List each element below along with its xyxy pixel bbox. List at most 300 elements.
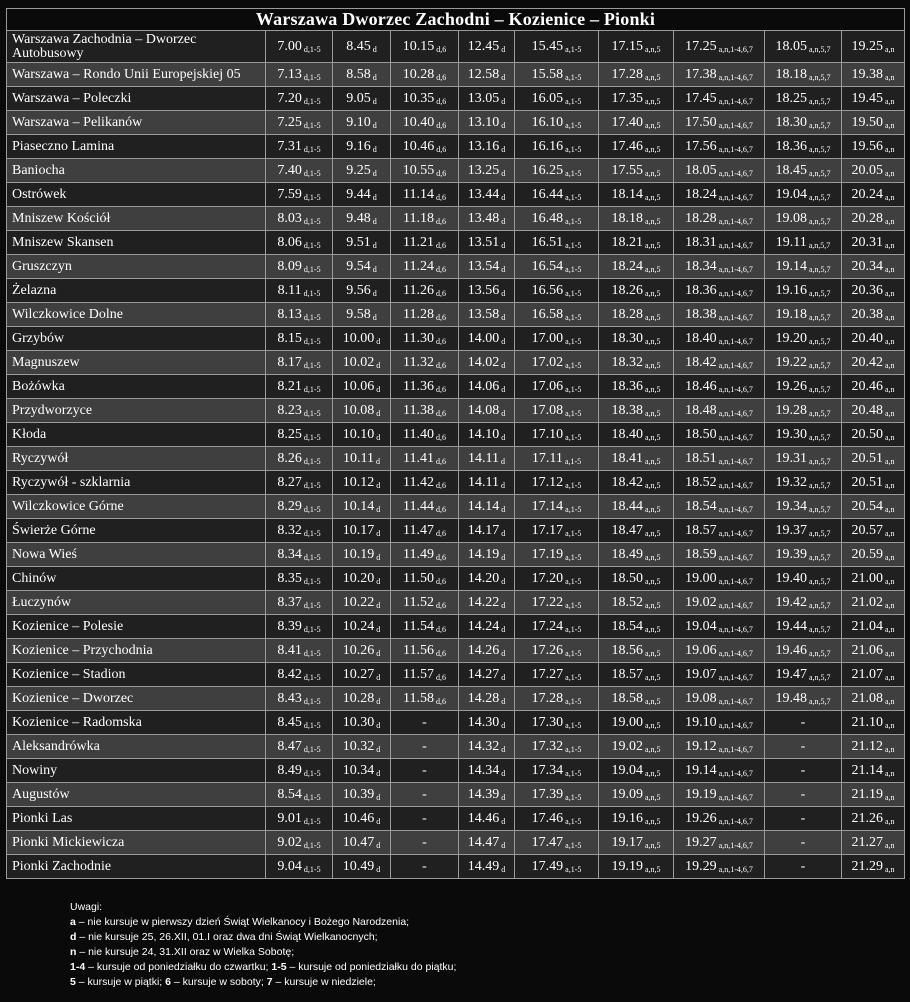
service-code: a,n: [884, 264, 895, 274]
departure-cell: [391, 375, 459, 399]
stop-name: Mniszew Kościół: [7, 207, 266, 231]
departure-time: 14.06: [467, 378, 500, 394]
departure-cell: [459, 111, 515, 135]
service-code: d,1-5: [303, 720, 321, 730]
stop-name: Nowiny: [7, 759, 266, 783]
service-code: a,n,1-4,6,7: [718, 744, 753, 754]
service-code: d: [501, 384, 506, 394]
departure-time: -: [800, 810, 806, 826]
departure-cell: [515, 711, 599, 735]
departure-cell: [842, 663, 905, 687]
departure-cell: [765, 615, 842, 639]
departure-cell: [333, 735, 391, 759]
departure-cell: [391, 759, 459, 783]
service-code: a,n,5: [644, 720, 661, 730]
departure-cell: [599, 807, 674, 831]
table-row: [7, 31, 905, 63]
stop-name: Gruszczyn: [7, 255, 266, 279]
departure-time: 21.06: [851, 642, 883, 658]
departure-time: 14.11: [468, 450, 499, 466]
departure-cell: [674, 519, 765, 543]
departure-cell: [266, 31, 333, 63]
stop-name: Piaseczno Lamina: [7, 135, 266, 159]
departure-time: 18.58: [611, 690, 643, 706]
service-code: a,1-5: [565, 840, 582, 850]
table-row: [7, 855, 905, 879]
departure-time: 17.15: [611, 38, 643, 54]
service-code: d,1-5: [303, 312, 321, 322]
service-code: d,6: [435, 600, 446, 610]
departure-cell: [391, 351, 459, 375]
service-code: a,n: [884, 816, 895, 826]
departure-time: 9.58: [346, 306, 371, 322]
departure-cell: [765, 87, 842, 111]
service-code: d: [501, 672, 506, 682]
service-code: a,n,5: [644, 240, 661, 250]
departure-time: 18.18: [611, 210, 643, 226]
departure-time: -: [422, 810, 427, 826]
departure-time: 10.49: [342, 858, 375, 874]
service-code: a,1-5: [565, 312, 582, 322]
departure-cell: [333, 135, 391, 159]
note-key: d: [70, 931, 77, 943]
service-code: d: [376, 720, 381, 730]
note-key: n: [70, 946, 77, 958]
departure-cell: [266, 543, 333, 567]
stop-name: Mniszew Skansen: [7, 231, 266, 255]
departure-cell: [515, 279, 599, 303]
note-line: [70, 915, 456, 930]
service-code: d: [376, 672, 381, 682]
service-code: a,1-5: [565, 552, 582, 562]
departure-cell: [515, 639, 599, 663]
departure-time: 19.34: [775, 498, 807, 514]
departure-time: 16.25: [531, 162, 564, 178]
departure-cell: [842, 639, 905, 663]
departure-cell: [515, 687, 599, 711]
service-code: a,1-5: [565, 432, 582, 442]
departure-cell: [599, 351, 674, 375]
service-code: d: [501, 288, 506, 298]
departure-cell: [674, 663, 765, 687]
service-code: a,n,1-4,6,7: [718, 408, 753, 418]
service-code: a,n,1-4,6,7: [718, 456, 753, 466]
departure-cell: [391, 639, 459, 663]
departure-time: 19.02: [611, 738, 643, 754]
departure-cell: [599, 447, 674, 471]
departure-cell: [391, 183, 459, 207]
departure-time: 10.11: [343, 450, 374, 466]
service-code: a,n: [884, 624, 895, 634]
service-code: d,6: [435, 312, 446, 322]
table-row: [7, 303, 905, 327]
note-text: – kursuje od poniedziałku do czwartku;: [85, 961, 272, 973]
departure-cell: [391, 591, 459, 615]
departure-time: 19.08: [775, 210, 807, 226]
departure-time: 19.37: [775, 522, 807, 538]
departure-time: 21.12: [851, 738, 883, 754]
departure-cell: [599, 735, 674, 759]
departure-cell: [599, 639, 674, 663]
departure-cell: [391, 543, 459, 567]
stop-name: Pionki Las: [7, 807, 266, 831]
departure-cell: [765, 735, 842, 759]
stop-name: Kozienice – Dworzec: [7, 687, 266, 711]
departure-time: 14.34: [467, 762, 500, 778]
departure-time: 7.20: [277, 90, 302, 106]
departure-time: 21.14: [851, 762, 883, 778]
departure-cell: [515, 327, 599, 351]
departure-time: 8.43: [277, 690, 302, 706]
departure-cell: [842, 207, 905, 231]
service-code: a,n,1-4,6,7: [718, 864, 753, 874]
departure-cell: [515, 111, 599, 135]
service-code: a,n,5: [644, 744, 661, 754]
departure-cell: [765, 567, 842, 591]
service-code: a,n,5: [644, 504, 661, 514]
departure-cell: [599, 423, 674, 447]
departure-cell: [391, 495, 459, 519]
service-code: a,n,1-4,6,7: [718, 192, 753, 202]
departure-cell: [266, 279, 333, 303]
service-code: a,1-5: [565, 384, 582, 394]
departure-cell: [459, 567, 515, 591]
departure-time: 18.54: [611, 618, 643, 634]
service-code: d,6: [436, 96, 447, 106]
service-code: a,n,1-4,6,7: [718, 648, 753, 658]
departure-time: 10.15: [402, 38, 435, 54]
departure-cell: [765, 495, 842, 519]
stop-name: Kozienice – Stadion: [7, 663, 266, 687]
service-code: d: [501, 360, 506, 370]
service-code: a,n,5,7: [808, 696, 831, 706]
departure-cell: [333, 87, 391, 111]
note-text: – kursuje w piątki;: [75, 976, 166, 988]
departure-cell: [842, 543, 905, 567]
service-code: a,n,1-4,6,7: [718, 816, 753, 826]
table-row: [7, 807, 905, 831]
table-row: [7, 183, 905, 207]
departure-time: 18.05: [775, 38, 807, 54]
departure-time: 11.36: [403, 378, 434, 394]
service-code: d: [376, 624, 381, 634]
service-code: a,n,5,7: [808, 384, 831, 394]
service-code: a,n: [884, 768, 895, 778]
service-code: a,n,5: [644, 216, 661, 226]
departure-time: -: [422, 762, 427, 778]
service-code: d,1-5: [303, 360, 321, 370]
departure-time: 7.59: [277, 186, 302, 202]
note-text: – nie kursuje 24, 31.XII oraz w Wielka Sobotę;: [76, 946, 295, 958]
departure-cell: [266, 807, 333, 831]
departure-time: 11.40: [403, 426, 434, 442]
service-code: a,n: [884, 744, 895, 754]
departure-cell: [515, 543, 599, 567]
departure-time: 9.54: [346, 258, 371, 274]
service-code: d,6: [435, 504, 446, 514]
departure-cell: [459, 663, 515, 687]
service-code: a,n,1-4,6,7: [718, 216, 753, 226]
departure-time: 16.10: [531, 114, 564, 130]
departure-time: 13.51: [467, 234, 500, 250]
departure-time: 18.50: [611, 570, 643, 586]
departure-cell: [459, 687, 515, 711]
departure-time: 10.14: [342, 498, 375, 514]
service-code: d,1-5: [303, 816, 321, 826]
departure-time: 18.21: [611, 234, 643, 250]
departure-time: 18.18: [775, 66, 807, 82]
service-code: a,1-5: [565, 336, 582, 346]
departure-cell: [599, 111, 674, 135]
departure-time: 8.35: [277, 570, 302, 586]
departure-cell: [333, 303, 391, 327]
departure-cell: [674, 423, 765, 447]
service-code: d: [376, 600, 381, 610]
table-row: [7, 399, 905, 423]
departure-cell: [599, 519, 674, 543]
service-code: d: [376, 768, 381, 778]
departure-time: 21.00: [851, 570, 883, 586]
departure-time: 8.39: [277, 618, 302, 634]
departure-cell: [515, 615, 599, 639]
departure-cell: [391, 87, 459, 111]
departure-time: 19.04: [775, 186, 807, 202]
departure-time: 10.46: [402, 138, 435, 154]
service-code: d: [372, 168, 377, 178]
service-code: d: [501, 552, 506, 562]
departure-time: 18.30: [611, 330, 643, 346]
service-code: d,1-5: [303, 240, 321, 250]
departure-cell: [515, 447, 599, 471]
table-row: [7, 63, 905, 87]
departure-time: 14.30: [467, 714, 500, 730]
departure-time: 17.46: [531, 810, 564, 826]
departure-time: 11.49: [403, 546, 434, 562]
departure-time: 11.28: [403, 306, 434, 322]
departure-cell: [765, 543, 842, 567]
service-code: d: [501, 432, 506, 442]
departure-cell: [266, 159, 333, 183]
service-code: a,n,1-4,6,7: [718, 312, 753, 322]
service-code: d: [372, 144, 377, 154]
service-code: d: [501, 72, 506, 82]
departure-time: 18.57: [611, 666, 643, 682]
service-code: a,1-5: [565, 216, 582, 226]
departure-cell: [765, 375, 842, 399]
service-code: a,1-5: [565, 864, 582, 874]
departure-cell: [266, 471, 333, 495]
departure-cell: [599, 759, 674, 783]
departure-time: 11.32: [403, 354, 434, 370]
service-code: a,n: [884, 192, 895, 202]
departure-cell: [765, 759, 842, 783]
departure-cell: [842, 399, 905, 423]
departure-time: 19.18: [775, 306, 807, 322]
note-key: 5: [70, 976, 76, 988]
departure-cell: [842, 783, 905, 807]
departure-cell: [333, 807, 391, 831]
departure-time: 14.49: [467, 858, 500, 874]
departure-cell: [266, 615, 333, 639]
departure-time: 10.46: [342, 810, 375, 826]
departure-cell: [674, 207, 765, 231]
service-code: d: [501, 864, 506, 874]
service-code: d,1-5: [303, 456, 321, 466]
departure-time: 17.49: [531, 858, 564, 874]
departure-cell: [765, 63, 842, 87]
departure-time: 9.02: [277, 834, 302, 850]
service-code: d,6: [435, 216, 446, 226]
departure-cell: [674, 639, 765, 663]
table-row: [7, 471, 905, 495]
departure-time: 10.19: [342, 546, 375, 562]
departure-cell: [266, 831, 333, 855]
timetable-title: Warszawa Dworzec Zachodni – Kozienice – Pionki: [7, 9, 905, 31]
service-code: d: [500, 480, 505, 490]
departure-time: 19.46: [775, 642, 807, 658]
departure-cell: [333, 375, 391, 399]
departure-time: 18.42: [611, 474, 643, 490]
departure-cell: [842, 63, 905, 87]
departure-time: -: [800, 858, 806, 874]
service-code: a,n: [884, 864, 895, 874]
service-code: a,n,5: [644, 72, 661, 82]
note-line: [70, 945, 456, 960]
departure-cell: [674, 711, 765, 735]
service-code: a,n: [884, 288, 895, 298]
departure-time: 19.08: [685, 690, 717, 706]
departure-time: 17.47: [531, 834, 564, 850]
stop-name: Pionki Zachodnie: [7, 855, 266, 879]
departure-time: 8.11: [277, 282, 302, 298]
departure-time: 17.25: [685, 38, 717, 54]
departure-cell: [333, 663, 391, 687]
departure-cell: [599, 543, 674, 567]
service-code: d: [501, 96, 506, 106]
service-code: a,n,5,7: [808, 432, 831, 442]
departure-time: 18.14: [611, 186, 643, 202]
departure-time: 10.06: [342, 378, 375, 394]
departure-cell: [333, 399, 391, 423]
departure-time: 17.06: [531, 378, 564, 394]
service-code: d,1-5: [303, 672, 321, 682]
service-code: a,1-5: [565, 744, 582, 754]
service-code: d: [372, 216, 377, 226]
table-row: [7, 351, 905, 375]
departure-time: 17.19: [531, 546, 564, 562]
service-code: a,1-5: [565, 168, 582, 178]
departure-time: 17.40: [611, 114, 643, 130]
table-row: [7, 423, 905, 447]
service-code: d: [372, 44, 377, 54]
service-code: d,6: [435, 360, 446, 370]
departure-cell: [333, 855, 391, 879]
service-code: a,n,1-4,6,7: [718, 44, 753, 54]
departure-cell: [515, 519, 599, 543]
departure-cell: [842, 327, 905, 351]
departure-cell: [459, 279, 515, 303]
service-code: d,1-5: [303, 600, 321, 610]
departure-cell: [842, 471, 905, 495]
departure-cell: [333, 183, 391, 207]
departure-cell: [674, 63, 765, 87]
departure-time: 9.05: [346, 90, 371, 106]
departure-time: 17.39: [531, 786, 564, 802]
service-code: a,n: [884, 432, 895, 442]
departure-cell: [459, 135, 515, 159]
table-row: [7, 639, 905, 663]
departure-time: 11.57: [403, 666, 434, 682]
departure-time: 14.08: [467, 402, 500, 418]
departure-time: -: [800, 786, 806, 802]
departure-time: 10.26: [342, 642, 375, 658]
departure-cell: [391, 687, 459, 711]
departure-cell: [333, 351, 391, 375]
departure-time: 19.11: [775, 234, 807, 250]
departure-cell: [459, 735, 515, 759]
service-code: a,n,5: [644, 648, 661, 658]
table-row: [7, 447, 905, 471]
departure-time: 11.26: [403, 282, 434, 298]
notes: [70, 900, 456, 990]
departure-time: 8.03: [277, 210, 302, 226]
departure-time: 11.42: [403, 474, 434, 490]
departure-cell: [842, 831, 905, 855]
departure-time: 17.30: [531, 714, 564, 730]
departure-cell: [391, 31, 459, 63]
departure-time: 13.16: [467, 138, 500, 154]
stop-name: Wilczkowice Dolne: [7, 303, 266, 327]
departure-time: 19.00: [685, 570, 717, 586]
departure-cell: [674, 855, 765, 879]
service-code: d,1-5: [303, 648, 321, 658]
departure-cell: [266, 231, 333, 255]
departure-time: 19.40: [775, 570, 807, 586]
departure-cell: [599, 711, 674, 735]
departure-time: 8.21: [277, 378, 302, 394]
service-code: d,6: [435, 672, 446, 682]
service-code: a,1-5: [565, 192, 582, 202]
departure-time: 17.28: [531, 690, 564, 706]
departure-cell: [459, 351, 515, 375]
service-code: d,6: [436, 44, 447, 54]
service-code: a,n,1-4,6,7: [718, 528, 753, 538]
departure-time: 8.42: [277, 666, 302, 682]
departure-cell: [459, 159, 515, 183]
departure-cell: [599, 375, 674, 399]
departure-cell: [765, 303, 842, 327]
stop-name: Pionki Mickiewicza: [7, 831, 266, 855]
departure-cell: [266, 255, 333, 279]
departure-cell: [674, 831, 765, 855]
departure-time: 19.04: [685, 618, 717, 634]
table-row: [7, 783, 905, 807]
departure-cell: [765, 183, 842, 207]
departure-time: 17.11: [531, 450, 563, 466]
departure-cell: [599, 495, 674, 519]
departure-time: 20.24: [851, 186, 883, 202]
departure-time: 20.34: [851, 258, 883, 274]
departure-time: 19.16: [611, 810, 643, 826]
service-code: d,1-5: [303, 96, 321, 106]
departure-cell: [333, 831, 391, 855]
departure-time: 19.14: [775, 258, 807, 274]
departure-cell: [842, 159, 905, 183]
departure-time: 19.30: [775, 426, 807, 442]
note-line: [70, 975, 456, 990]
departure-time: 19.02: [685, 594, 717, 610]
departure-cell: [333, 159, 391, 183]
